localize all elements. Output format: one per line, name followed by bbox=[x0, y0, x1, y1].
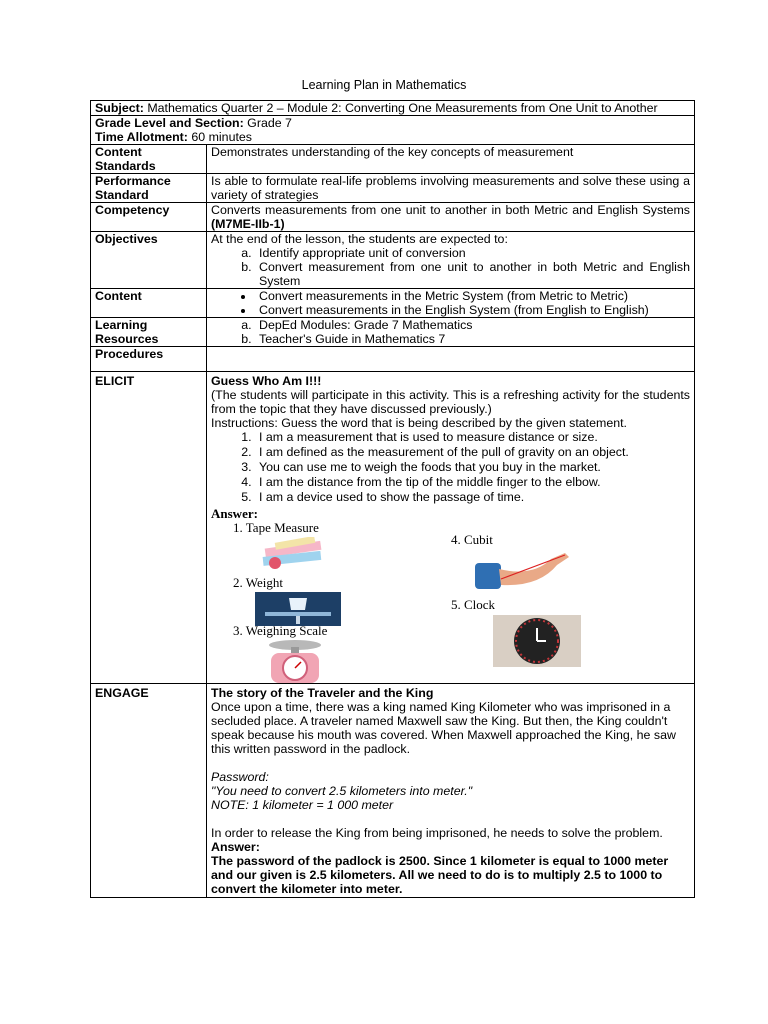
subject-row bbox=[91, 101, 695, 116]
content-list bbox=[211, 289, 690, 317]
list-item: 2. I am defined as the measurement of the pull of gravity on an object. bbox=[255, 445, 690, 460]
answer-images-area bbox=[211, 521, 690, 683]
competency-label: Competency bbox=[91, 203, 207, 232]
objectives-intro: At the end of the lesson, the students are expected to: bbox=[211, 232, 508, 246]
content-standards-row bbox=[91, 145, 695, 174]
resources-list bbox=[211, 318, 690, 346]
elicit-answer-label: Answer: bbox=[211, 506, 258, 521]
competency-code: (M7ME-IIb-1) bbox=[211, 217, 285, 231]
content-row bbox=[91, 289, 695, 318]
list-item: b. Teacher's Guide in Mathematics 7 bbox=[255, 332, 690, 346]
answer-3: 3. Weighing Scale bbox=[233, 623, 328, 638]
list-item: 4. I am the distance from the tip of the middle finger to the elbow. bbox=[255, 475, 690, 490]
list-item: • Convert measurements in the Metric System (from Metric to Metric) bbox=[255, 289, 690, 303]
elicit-instructions: Instructions: Guess the word that is being described by the given statement. bbox=[211, 416, 627, 430]
grade-label: Grade Level and Section: bbox=[95, 116, 244, 130]
resources-label: Learning Resources bbox=[91, 318, 207, 347]
content-label: Content bbox=[91, 289, 207, 318]
performance-standard-value: Is able to formulate real-life problems involving measurements and solve these using a variety of strategies bbox=[207, 174, 695, 203]
list-item: 1. I am a measurement that is used to measure distance or size. bbox=[255, 430, 690, 445]
time-label: Time Allotment: bbox=[95, 130, 188, 144]
elicit-label: ELICIT bbox=[91, 372, 207, 684]
subject-value: Mathematics Quarter 2 – Module 2: Converting One Measurements from One Unit to Another bbox=[143, 101, 658, 115]
resources-row bbox=[91, 318, 695, 347]
content-standards-value: Demonstrates understanding of the key concepts of measurement bbox=[207, 145, 695, 174]
objectives-list bbox=[211, 246, 690, 288]
procedures-row bbox=[91, 347, 695, 372]
performance-standard-row bbox=[91, 174, 695, 203]
grade-time-row bbox=[91, 116, 695, 145]
competency-value: Converts measurements from one unit to another in both Metric and English Systems bbox=[211, 203, 690, 217]
engage-label: ENGAGE bbox=[91, 684, 207, 898]
page-title: Learning Plan in Mathematics bbox=[301, 78, 467, 92]
competency-row bbox=[91, 203, 695, 232]
password-text: "You need to convert 2.5 kilometers into meter." bbox=[211, 784, 473, 798]
grade-value: Grade 7 bbox=[243, 116, 292, 130]
cubit-arm-image bbox=[473, 549, 573, 595]
list-item: a. Identify appropriate unit of conversion bbox=[255, 246, 690, 260]
answer-2: 2. Weight bbox=[233, 575, 283, 590]
elicit-note: (The students will participate in this activity. This is a refreshing activity for the students from the topic that they have discussed previously.) bbox=[211, 388, 690, 416]
list-item: a. DepEd Modules: Grade 7 Mathematics bbox=[255, 318, 690, 332]
procedures-label: Procedures bbox=[91, 347, 207, 372]
engage-story: Once upon a time, there was a king named King Kilometer who was imprisoned in a secluded place. A traveler named Maxwell saw the King. But then, the King couldn't speak because his mouth was covered. When Maxwell approached the King, he saw this written password in the padlock. bbox=[211, 700, 676, 756]
subject-label: Subject: bbox=[95, 101, 144, 115]
content-standards-label: Content Standards bbox=[91, 145, 207, 174]
engage-answer-label: Answer: bbox=[211, 840, 260, 854]
learning-plan-table bbox=[90, 100, 695, 898]
elicit-list bbox=[211, 430, 690, 505]
answer-1: 1. Tape Measure bbox=[233, 520, 319, 535]
weighing-scale-image bbox=[265, 639, 325, 683]
answer-4: 4. Cubit bbox=[451, 532, 493, 547]
engage-heading: The story of the Traveler and the King bbox=[211, 686, 434, 700]
password-note: NOTE: 1 kilometer = 1 000 meter bbox=[211, 798, 394, 812]
list-item: 5. I am a device used to show the passage of time. bbox=[255, 490, 690, 505]
elicit-row bbox=[91, 372, 695, 684]
list-item: b. Convert measurement from one unit to another in both Metric and English System bbox=[255, 260, 690, 288]
engage-release: In order to release the King from being imprisoned, he needs to solve the problem. bbox=[211, 826, 663, 840]
engage-row bbox=[91, 684, 695, 898]
objectives-label: Objectives bbox=[91, 232, 207, 289]
tape-measure-image bbox=[261, 537, 327, 571]
performance-standard-label: Performance Standard bbox=[91, 174, 207, 203]
password-label: Password: bbox=[211, 770, 269, 784]
clock-image bbox=[493, 615, 581, 667]
objectives-row bbox=[91, 232, 695, 289]
elicit-heading: Guess Who Am I!!! bbox=[211, 374, 322, 388]
list-item: 3. You can use me to weigh the foods that you buy in the market. bbox=[255, 460, 690, 475]
answer-5: 5. Clock bbox=[451, 597, 496, 612]
time-value: 60 minutes bbox=[187, 130, 252, 144]
weight-image bbox=[255, 592, 341, 626]
engage-answer: The password of the padlock is 2500. Since 1 kilometer is equal to 1000 meter and our given is 2.5 kilometers. All we need to do is to multiply 2.5 to 1000 to convert the kilometer into meter. bbox=[211, 854, 669, 896]
list-item: • Convert measurements in the English System (from English to English) bbox=[255, 303, 690, 317]
